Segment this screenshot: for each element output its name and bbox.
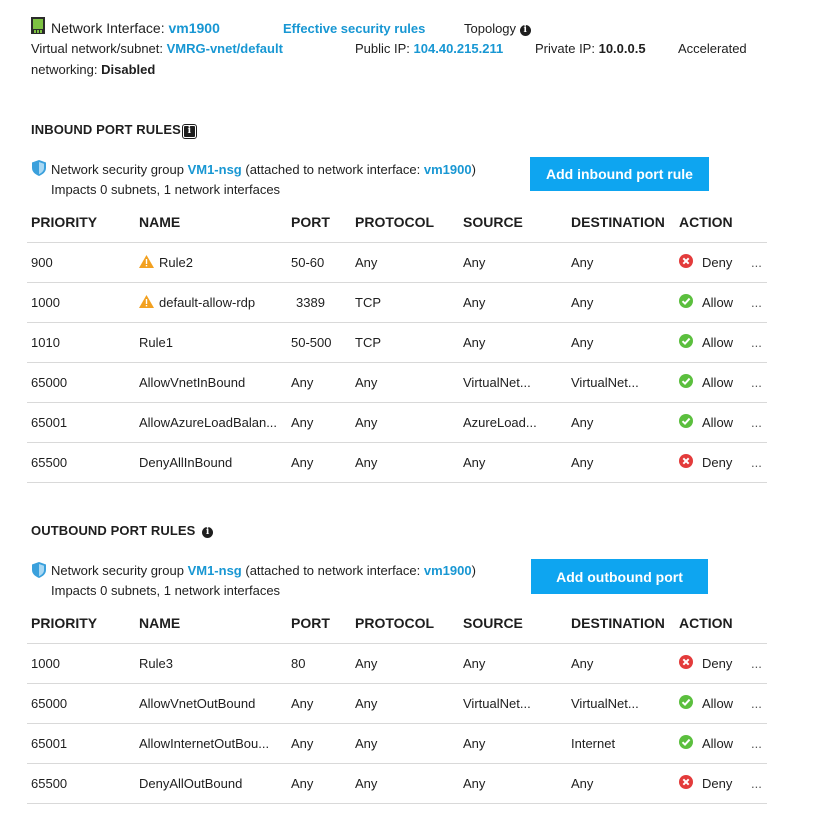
rule-action — [679, 443, 759, 483]
rule-name: Rule3 — [139, 656, 173, 671]
accelerated-value: Disabled — [101, 62, 156, 77]
nic-label: Network Interface: — [51, 20, 165, 36]
outbound-nsg-line — [51, 563, 476, 578]
rule-port: Any — [291, 696, 314, 711]
allow-check-icon — [679, 414, 693, 428]
col-priority[interactable]: PRIORITY — [31, 615, 98, 631]
rule-protocol: TCP — [355, 295, 381, 310]
table-row[interactable] — [27, 684, 767, 724]
rule-priority: 65500 — [31, 455, 68, 470]
rule-priority: 900 — [31, 255, 53, 270]
more-options-button[interactable]: ... — [751, 696, 762, 711]
rule-action-label: Allow — [702, 295, 734, 310]
outbound-info-icon[interactable]: i — [202, 527, 213, 538]
rule-source: AzureLoad... — [463, 415, 537, 430]
rule-port: 3389 — [296, 295, 325, 310]
allow-check-icon — [679, 334, 693, 348]
col-destination[interactable]: DESTINATION — [571, 615, 665, 631]
rule-action — [679, 644, 759, 684]
rule-source: Any — [463, 335, 486, 350]
rule-protocol: Any — [355, 696, 378, 711]
deny-x-icon — [679, 775, 693, 789]
rule-action — [679, 764, 759, 804]
inbound-info-icon[interactable]: i — [184, 126, 195, 137]
col-port[interactable]: PORT — [291, 214, 330, 230]
more-options-button[interactable]: ... — [751, 255, 762, 270]
rule-priority: 65000 — [31, 696, 68, 711]
rule-protocol: Any — [355, 656, 378, 671]
nsg-attached-text: (attached to network interface: — [245, 162, 421, 177]
deny-x-icon — [679, 254, 693, 268]
inbound-nsg-link[interactable]: VM1-nsg — [187, 162, 242, 177]
rule-destination: Any — [571, 255, 594, 270]
rule-name-cell[interactable] — [139, 243, 289, 283]
table-row[interactable] — [27, 644, 767, 684]
more-options-button[interactable]: ... — [751, 295, 762, 310]
rule-source: Any — [463, 255, 486, 270]
rule-action — [679, 724, 759, 764]
rule-destination: VirtualNet... — [571, 375, 639, 390]
inbound-impacts: Impacts 0 subnets, 1 network interfaces — [51, 182, 281, 197]
effective-security-rules-link[interactable]: Effective security rules — [283, 21, 426, 36]
col-priority[interactable]: PRIORITY — [31, 214, 98, 230]
deny-x-icon — [679, 655, 693, 669]
rule-port: 80 — [291, 656, 306, 671]
more-options-button[interactable]: ... — [751, 736, 762, 751]
rule-protocol: Any — [355, 255, 378, 270]
rule-port: 50-500 — [291, 335, 332, 350]
col-name[interactable]: NAME — [139, 214, 181, 230]
table-row[interactable] — [27, 443, 767, 483]
rule-name: DenyAllOutBound — [139, 776, 243, 791]
rule-source: Any — [463, 776, 486, 791]
rule-protocol: Any — [355, 455, 378, 470]
private-ip — [535, 41, 646, 56]
rule-source: Any — [463, 455, 486, 470]
topology-label: Topology — [464, 21, 517, 36]
more-options-button[interactable]: ... — [751, 455, 762, 470]
shield-icon — [32, 562, 46, 578]
rule-name-cell[interactable] — [139, 724, 289, 764]
rule-action-label: Allow — [702, 335, 734, 350]
table-header — [27, 202, 767, 243]
rule-action — [679, 684, 759, 724]
rule-port: Any — [291, 375, 314, 390]
rule-name-cell[interactable] — [139, 363, 289, 403]
rule-protocol: Any — [355, 776, 378, 791]
rule-name-cell[interactable] — [139, 764, 289, 804]
more-options-button[interactable]: ... — [751, 375, 762, 390]
outbound-title-text: OUTBOUND PORT RULES — [31, 523, 196, 538]
table-row[interactable] — [27, 403, 767, 443]
inbound-nsg-nic-link[interactable]: vm1900 — [423, 162, 472, 177]
nic-name-link[interactable]: vm1900 — [168, 20, 220, 36]
nic-title — [51, 20, 220, 36]
rule-action-label: Allow — [702, 375, 734, 390]
nsg-close-paren: ) — [471, 162, 476, 177]
inbound-title-text: INBOUND PORT RULES — [31, 122, 181, 137]
outbound-impacts: Impacts 0 subnets, 1 network interfaces — [51, 583, 281, 598]
inbound-rows — [27, 243, 767, 483]
rule-action — [679, 403, 759, 443]
shield-icon — [32, 160, 46, 176]
rule-name-cell[interactable] — [139, 403, 289, 443]
rule-destination: Any — [571, 415, 594, 430]
public-ip-link[interactable]: 104.40.215.211 — [413, 41, 504, 56]
rule-port: Any — [291, 776, 314, 791]
rule-action-label: Deny — [702, 255, 733, 270]
nsg-attached-text: (attached to network interface: — [245, 563, 421, 578]
rule-action — [679, 363, 759, 403]
inbound-nsg-line — [51, 162, 476, 177]
table-row[interactable] — [27, 243, 767, 283]
network-interface-icon — [31, 17, 45, 34]
outbound-rows — [27, 644, 767, 804]
rule-destination: VirtualNet... — [571, 696, 639, 711]
accelerated-label-line1: Accelerated — [678, 41, 747, 56]
table-header — [27, 603, 767, 644]
rule-action-label: Allow — [702, 736, 734, 751]
rule-priority: 65001 — [31, 736, 68, 751]
allow-check-icon — [679, 735, 693, 749]
col-source[interactable]: SOURCE — [463, 615, 523, 631]
deny-x-icon — [679, 454, 693, 468]
outbound-nsg-nic-link[interactable]: vm1900 — [423, 563, 472, 578]
outbound-rules-table — [27, 603, 767, 804]
rule-priority: 65500 — [31, 776, 68, 791]
col-port[interactable]: PORT — [291, 615, 330, 631]
table-row[interactable] — [27, 764, 767, 804]
rule-port: Any — [291, 455, 314, 470]
inbound-rules-table — [27, 202, 767, 483]
private-ip-label: Private IP: — [535, 41, 595, 56]
rule-priority: 1010 — [31, 335, 60, 350]
vnet-link[interactable]: VMRG-vnet/default — [166, 41, 283, 56]
rule-source: Any — [463, 295, 486, 310]
rule-action-label: Allow — [702, 696, 734, 711]
rule-destination: Any — [571, 335, 594, 350]
rule-action — [679, 323, 759, 363]
rule-action — [679, 243, 759, 283]
more-options-button[interactable]: ... — [751, 415, 762, 430]
col-name[interactable]: NAME — [139, 615, 181, 631]
rule-name: Rule2 — [159, 255, 193, 270]
col-action[interactable]: ACTION — [679, 214, 733, 230]
table-row[interactable] — [27, 724, 767, 764]
rule-name-cell[interactable] — [139, 443, 289, 483]
more-options-button[interactable]: ... — [751, 335, 762, 350]
rule-destination: Any — [571, 455, 594, 470]
add-outbound-port-rule-button[interactable]: Add outbound port — [531, 559, 708, 594]
col-destination[interactable]: DESTINATION — [571, 214, 665, 230]
rule-priority: 65001 — [31, 415, 68, 430]
nsg-prefix: Network security group — [51, 563, 184, 578]
col-action[interactable]: ACTION — [679, 615, 733, 631]
rule-name: AllowVnetInBound — [139, 375, 246, 390]
allow-check-icon — [679, 294, 693, 308]
warning-icon — [139, 295, 154, 308]
table-row[interactable] — [27, 323, 767, 363]
rule-port: Any — [291, 415, 314, 430]
rule-source: VirtualNet... — [463, 375, 531, 390]
nsg-close-paren: ) — [471, 563, 476, 578]
rule-priority: 1000 — [31, 295, 60, 310]
nsg-prefix: Network security group — [51, 162, 184, 177]
accelerated-label-line2: networking: — [31, 62, 98, 77]
rule-name-cell[interactable] — [139, 644, 289, 684]
more-options-button[interactable]: ... — [751, 776, 762, 791]
rule-destination: Any — [571, 656, 594, 671]
topology-link[interactable] — [464, 21, 531, 36]
vnet-label: Virtual network/subnet: — [31, 41, 163, 56]
rule-name-cell[interactable] — [139, 283, 289, 323]
add-inbound-port-rule-button[interactable]: Add inbound port rule — [530, 157, 709, 191]
outbound-section-title — [31, 523, 213, 538]
rule-action — [679, 283, 759, 323]
rule-action-label: Deny — [702, 776, 733, 791]
vnet-subnet — [31, 41, 283, 56]
warning-icon — [139, 255, 154, 268]
rule-name: AllowVnetOutBound — [139, 696, 256, 711]
rule-priority: 65000 — [31, 375, 68, 390]
rule-destination: Any — [571, 776, 594, 791]
rule-name: AllowInternetOutBou... — [139, 736, 270, 751]
rule-action-label: Deny — [702, 656, 733, 671]
rule-name: DenyAllInBound — [139, 455, 233, 470]
col-source[interactable]: SOURCE — [463, 214, 523, 230]
rule-source: VirtualNet... — [463, 696, 531, 711]
rule-name: Rule1 — [139, 335, 173, 350]
rule-name-cell[interactable] — [139, 323, 289, 363]
rule-action-label: Deny — [702, 455, 733, 470]
rule-source: Any — [463, 736, 486, 751]
allow-check-icon — [679, 695, 693, 709]
rule-name: AllowAzureLoadBalan... — [139, 415, 278, 430]
allow-check-icon — [679, 374, 693, 388]
rule-name-cell[interactable] — [139, 684, 289, 724]
rule-protocol: TCP — [355, 335, 381, 350]
inbound-section-title — [31, 122, 195, 137]
rule-action-label: Allow — [702, 415, 734, 430]
rule-protocol: Any — [355, 375, 378, 390]
table-row[interactable] — [27, 363, 767, 403]
outbound-nsg-link[interactable]: VM1-nsg — [187, 563, 242, 578]
topology-info-icon[interactable]: i — [520, 25, 531, 36]
public-ip-label: Public IP: — [355, 41, 410, 56]
rule-port: 50-60 — [291, 255, 325, 270]
col-protocol[interactable]: PROTOCOL — [355, 615, 435, 631]
rule-destination: Internet — [571, 736, 616, 751]
rule-protocol: Any — [355, 736, 378, 751]
rule-protocol: Any — [355, 415, 378, 430]
accelerated-networking — [31, 62, 155, 77]
public-ip — [355, 41, 503, 56]
rule-name: default-allow-rdp — [159, 295, 256, 310]
rule-destination: Any — [571, 295, 594, 310]
more-options-button[interactable]: ... — [751, 656, 762, 671]
table-row[interactable] — [27, 283, 767, 323]
col-protocol[interactable]: PROTOCOL — [355, 214, 435, 230]
rule-priority: 1000 — [31, 656, 60, 671]
rule-port: Any — [291, 736, 314, 751]
private-ip-value: 10.0.0.5 — [598, 41, 646, 56]
rule-source: Any — [463, 656, 486, 671]
